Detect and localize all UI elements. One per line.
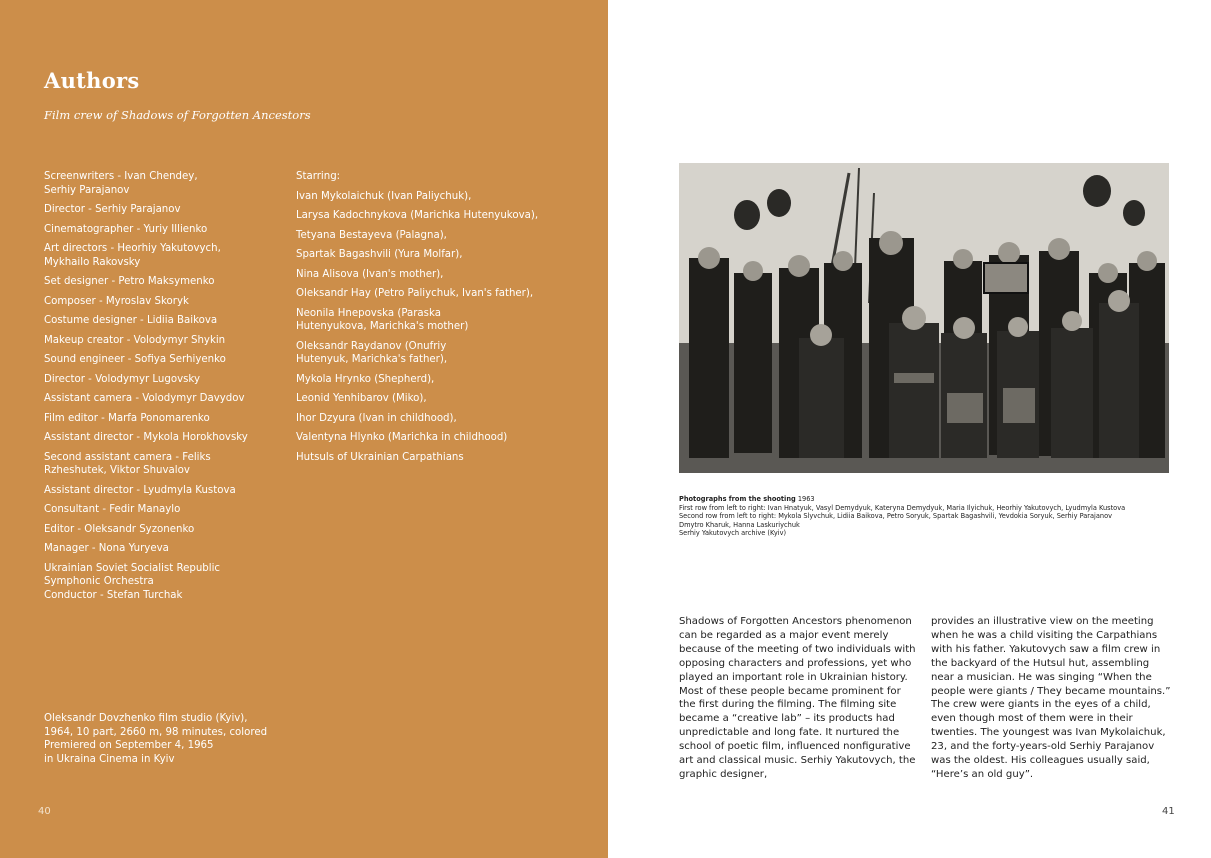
crew-entry: Assistant camera - Volodymyr Davydov — [44, 393, 245, 404]
cast-entry: Spartak Bagashvili (Yura Molfar), — [296, 249, 463, 260]
cast-entry: Tetyana Bestayeva (Palagna), — [296, 229, 447, 241]
crew-entry: Ukrainian Soviet Socialist Republic Symphonic Orchestra Conductor - Stefan Turchak — [44, 562, 221, 601]
crew-entry: Costume designer - Lidiia Baikova — [44, 315, 218, 326]
cast-entry: Oleksandr Raydanov (Onufriy Hutenyuk, Marichka's father), — [296, 340, 448, 365]
cast-entry: Neonila Hnepovska (Paraska Hutenyukova, Marichka's mother) — [296, 307, 469, 332]
cast-entry: Valentyna Hlynko (Marichka in childhood) — [296, 432, 508, 443]
crew-entry: Assistant director - Lyudmyla Kustova — [44, 484, 236, 496]
cast-entry: Hutsuls of Ukrainian Carpathians — [296, 451, 464, 463]
page-number-left: 40 — [38, 806, 51, 817]
crew-entry: Cinematographer - Yuriy Illienko — [44, 223, 208, 235]
crew-group-photo — [679, 163, 1169, 473]
studio-info: Oleksandr Dovzhenko film studio (Kyiv), 1964, 10 part, 2660 m, 98 minutes, colored Premiered on September 4, 1965 in Ukraina Cinema in Kyiv — [44, 713, 268, 765]
caption-year: 1963 — [795, 495, 815, 503]
caption-line: Serhiy Yakutovych archive (Kyiv) — [679, 529, 787, 538]
crew-entry: Sound engineer - Sofiya Serhiyenko — [44, 354, 226, 365]
crew-list — [44, 170, 274, 608]
page-title: Authors — [44, 68, 140, 93]
body-text-column-1: Shadows of Forgotten Ancestors phenomenon can be regarded as a major event merely because of the meeting of two individuals with opposing characters and professions, yet who played an important role in Ukrainian history. Most of these people became prominent for the first during the filming. The filming site became a “creative lab” – its products had unpredictable and long fate. It nurtured the school of poetic film, influenced nonfigurative art and classical music. Serhiy Yakutovych, the graphic designer, — [679, 616, 916, 780]
crew-entry: Assistant director - Mykola Horokhovsky — [44, 432, 248, 443]
cast-entry: Larysa Kadochnykova (Marichka Hutenyukova), — [296, 210, 539, 221]
cast-entry: Ivan Mykolaichuk (Ivan Paliychuk), — [296, 190, 472, 202]
crew-entry: Director - Serhiy Parajanov — [44, 204, 181, 215]
cast-heading: Starring: — [296, 171, 341, 182]
page-number-right: 41 — [1162, 806, 1175, 817]
crew-entry: Editor - Oleksandr Syzonenko — [44, 523, 195, 535]
crew-entry: Director - Volodymyr Lugovsky — [44, 373, 200, 385]
crew-entry: Second assistant camera - Feliks Rzheshutek, Viktor Shuvalov — [44, 451, 211, 476]
crew-entry: Screenwriters - Ivan Chendey, Serhiy Parajanov — [44, 171, 198, 196]
cast-entry: Leonid Yenhibarov (Miko), — [296, 393, 427, 404]
photo-illustration — [679, 163, 1169, 473]
crew-entry: Film editor - Marfa Ponomarenko — [44, 412, 210, 424]
body-text-column-2: provides an illustrative view on the meeting when he was a child visiting the Carpathians with his father. Yakutovych saw a film crew in the backyard of the Hutsul hut, assembling near a musician. He was singing “When the people were giants / They became mountains.” The crew were giants in the eyes of a child, even though most of them were in their twenties. The youngest was Ivan Mykolaichuk, 23, and the forty-years-old Serhiy Parajanov was the oldest. His colleagues usually said, “Here’s an old guy”. — [931, 616, 1171, 780]
page-subtitle: Film crew of Shadows of Forgotten Ancestors — [44, 108, 311, 122]
right-page — [608, 0, 1211, 858]
crew-entry: Manager - Nona Yuryeva — [44, 543, 169, 554]
crew-entry: Art directors - Heorhiy Yakutovych, Mykhailo Rakovsky — [44, 243, 221, 268]
cast-entry: Oleksandr Hay (Petro Paliychuk, Ivan's father), — [296, 288, 534, 299]
crew-entry: Makeup creator - Volodymyr Shykin — [44, 334, 226, 346]
crew-entry: Composer - Myroslav Skoryk — [44, 295, 189, 307]
crew-entry: Consultant - Fedir Manaylo — [44, 504, 181, 515]
cast-entry: Ihor Dzyura (Ivan in childhood), — [296, 412, 457, 424]
caption-line: Dmytro Kharuk, Hanna Laskuriychuk — [679, 520, 800, 529]
caption-line: First row from left to right: Ivan Hnatyuk, Vasyl Demydyuk, Kateryna Demydyuk, Maria Ilyichuk, Heorhiy Yakutovych, Lyudmyla Kustova — [679, 503, 1126, 512]
caption-line: Second row from left to right: Mykola Slyvchuk, Lidiia Baikova, Petro Soryuk, Spartak Bagashvili, Yevdokia Soryuk, Serhiy Parajanov — [679, 512, 1113, 521]
cast-entry: Mykola Hrynko (Shepherd), — [296, 373, 435, 385]
crew-entry: Set designer - Petro Maksymenko — [44, 276, 215, 287]
caption-title: Photographs from the shooting — [679, 495, 796, 503]
cast-list — [296, 170, 586, 470]
photo-caption — [679, 495, 1179, 538]
cast-entry: Nina Alisova (Ivan's mother), — [296, 268, 444, 280]
